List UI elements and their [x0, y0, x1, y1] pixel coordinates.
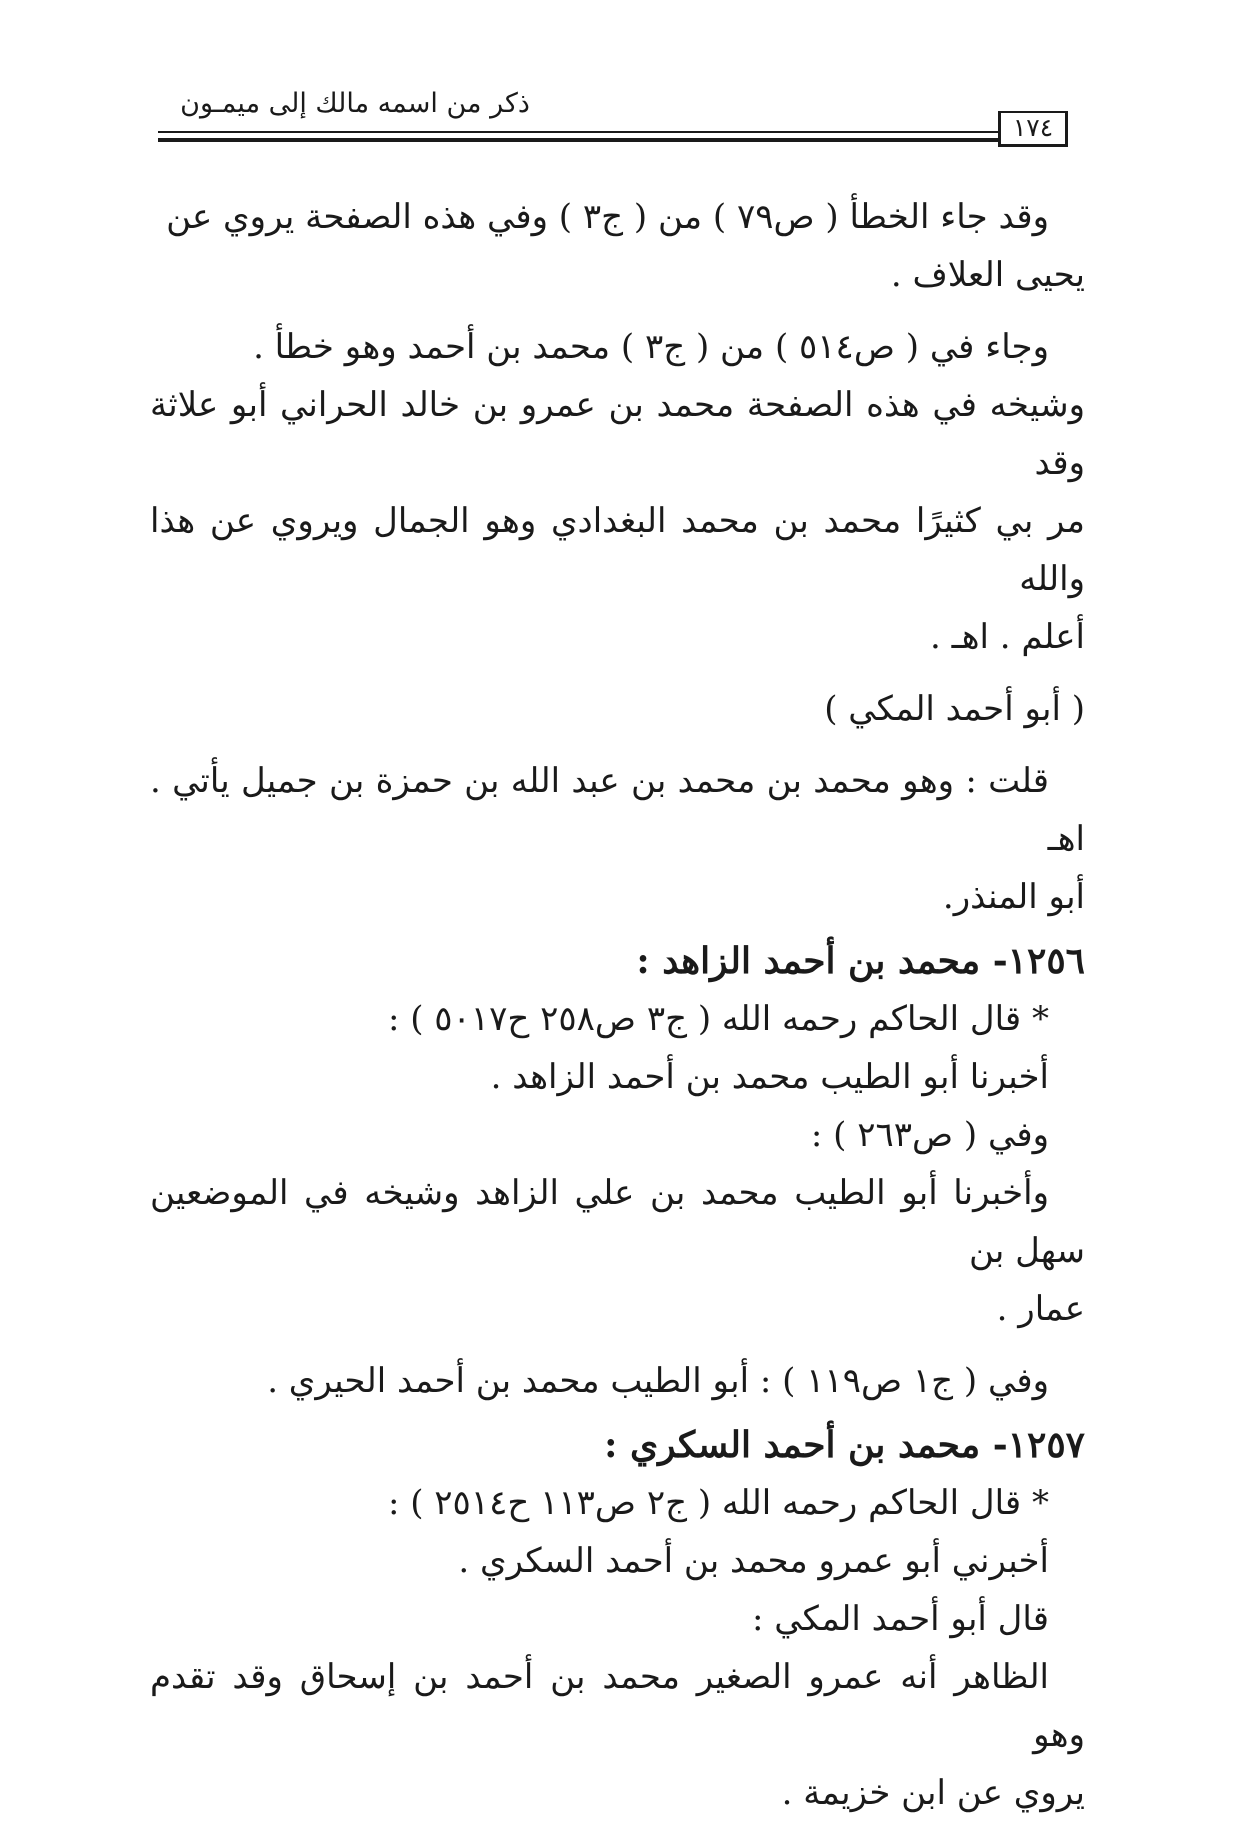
running-title: ذكر من اسمه مالك إلى ميمـون: [180, 88, 530, 119]
paragraph-line: مر بي كثيرًا محمد بن محمد البغدادي وهو الجمال ويروي عن هذا والله: [150, 501, 1085, 599]
entry-heading: ١٢٥٦- محمد بن أحمد الزاهد :: [636, 940, 1085, 982]
entry-heading: ١٢٥٧- محمد بن أحمد السكري :: [604, 1424, 1085, 1466]
paragraph-line: وشيخه في هذه الصفحة محمد بن عمرو بن خالد الحراني أبو علاثة وقد: [150, 385, 1085, 483]
paragraph-line: أبو المنذر.: [942, 877, 1085, 917]
paragraph-line: الظاهر أنه عمرو الصغير محمد بن أحمد بن إسحاق وقد تقدم وهو: [150, 1657, 1085, 1755]
paragraph-line: وقد جاء الخطأ ( ص٧٩ ) من ( ج٣ ) وفي هذه الصفحة يروي عن: [166, 197, 1049, 237]
page-number: ١٧٤: [998, 111, 1068, 147]
paragraph-line: عمار .: [996, 1289, 1085, 1329]
citation-line: * قال الحاكم رحمه الله ( ج٣ ص٢٥٨ ح٥٠١٧ ) :: [387, 999, 1049, 1039]
header-rule-thin: [158, 131, 998, 133]
paragraph-line: يحيى العلاف .: [890, 255, 1085, 295]
paragraph-line: وأخبرنا أبو الطيب محمد بن علي الزاهد وشيخه في الموضعين سهل بن: [150, 1173, 1085, 1271]
paragraph-line: وفي ( ج١ ص١١٩ ) : أبو الطيب محمد بن أحمد الحيري .: [267, 1361, 1049, 1401]
paragraph-line: أعلم . اهـ .: [930, 617, 1085, 657]
paragraph-line: أخبرني أبو عمرو محمد بن أحمد السكري .: [458, 1541, 1049, 1581]
page-body: [150, 188, 1085, 1822]
paragraph-line: يروي عن ابن خزيمة .: [781, 1773, 1085, 1813]
paragraph-line: وجاء في ( ص٥١٤ ) من ( ج٣ ) محمد بن أحمد وهو خطأ .: [253, 327, 1049, 367]
header-rule-thick: [158, 138, 998, 142]
paragraph-line: قال أبو أحمد المكي :: [751, 1599, 1049, 1639]
paragraph-line: وفي ( ص٢٦٣ ) :: [810, 1115, 1049, 1155]
paragraph-line: قلت : وهو محمد بن محمد بن عبد الله بن حمزة بن جميل يأتي . اهـ: [150, 761, 1085, 859]
paragraph-line: أخبرنا أبو الطيب محمد بن أحمد الزاهد .: [490, 1057, 1049, 1097]
section-subtitle: ( أبو أحمد المكي ): [824, 689, 1085, 729]
citation-line: * قال الحاكم رحمه الله ( ج٢ ص١١٣ ح٢٥١٤ ) :: [387, 1483, 1049, 1523]
